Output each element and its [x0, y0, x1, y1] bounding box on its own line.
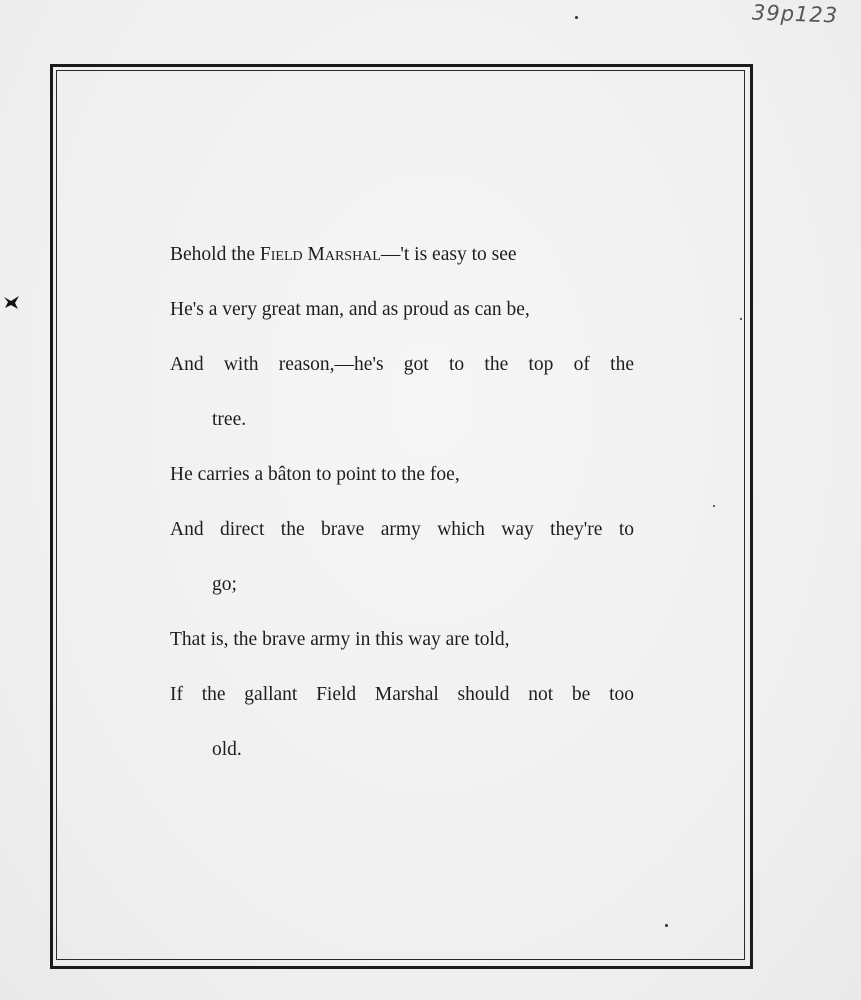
- poem-text: [170, 245, 650, 795]
- poem-line-1-end: —'t is easy to see: [380, 244, 517, 265]
- poem-line-4: tree.: [212, 409, 247, 430]
- poem-line-2: He's a very great man, and as proud as can be,: [170, 299, 530, 320]
- poem-line-8: That is, the brave army in this way are told,: [170, 629, 510, 650]
- handwritten-annotation: 39p123: [751, 0, 839, 28]
- poem-line-7: go;: [212, 574, 237, 595]
- poem-line-3: And with reason,—he's got to the top of the: [170, 354, 634, 375]
- ink-speck: [575, 16, 578, 19]
- poem-line-6: And direct the brave army which way they're to: [170, 519, 634, 540]
- poem-line-1-start: Behold the: [170, 244, 260, 265]
- poem-line-9: If the gallant Field Marshal should not be too: [170, 684, 634, 705]
- poem-line-1: [170, 245, 650, 300]
- binding-mark-icon: [2, 293, 22, 311]
- field-marshal-title: Field Marshal: [259, 244, 381, 265]
- poem-line-10: old.: [212, 739, 242, 760]
- poem-line-5: He carries a bâton to point to the foe,: [170, 464, 460, 485]
